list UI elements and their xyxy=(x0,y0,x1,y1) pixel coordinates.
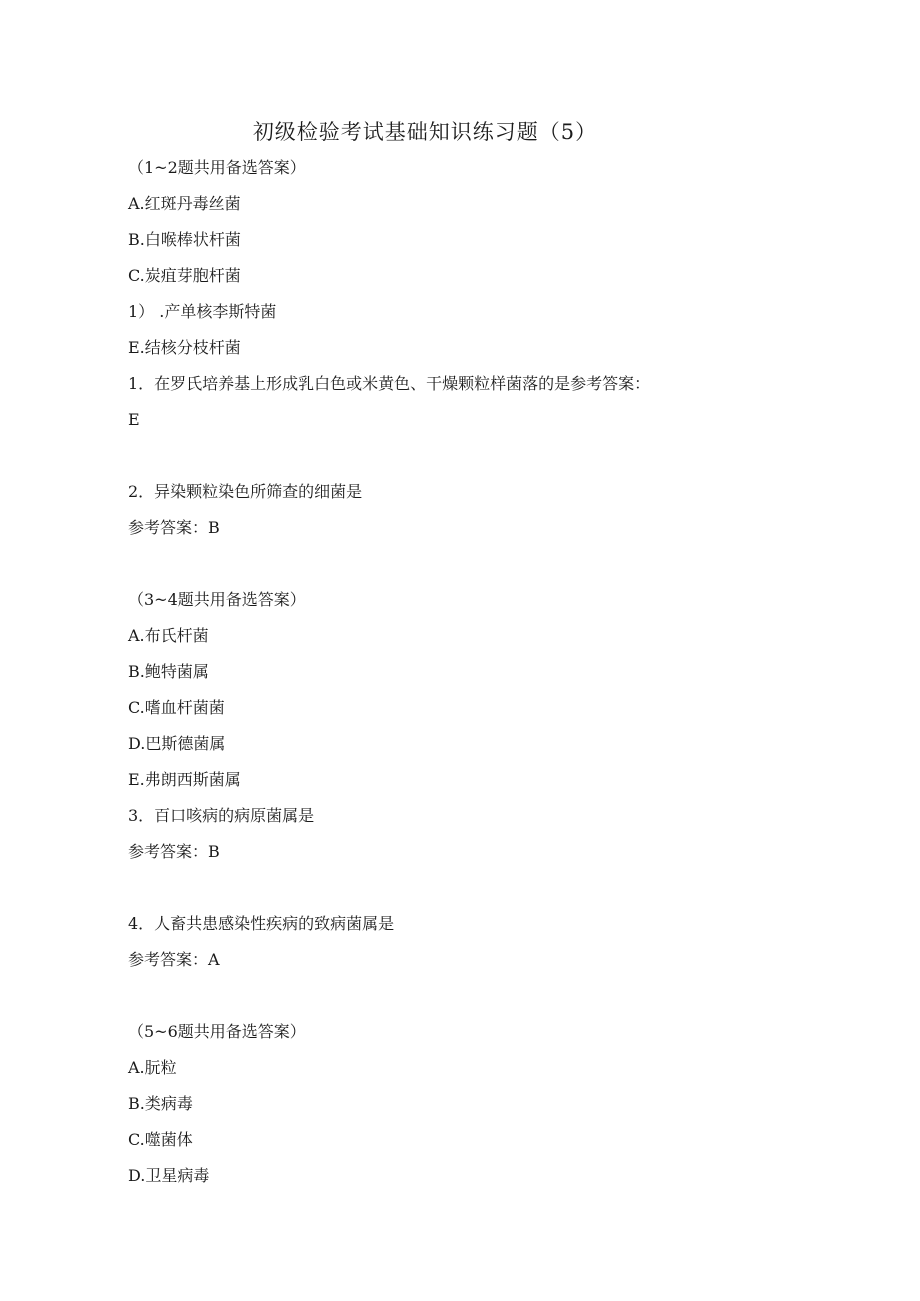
option-a: A.布氏杆菌 xyxy=(128,626,209,645)
option-e: E.结核分枝杆菌 xyxy=(128,338,241,357)
option-b: B.鲍特菌属 xyxy=(128,662,209,681)
option-c: C.炭疽芽胞杆菌 xyxy=(128,266,241,285)
answer-2: 参考答案：B xyxy=(128,518,220,537)
option-c: C.噬菌体 xyxy=(128,1130,193,1149)
group-header-1-2: （1~2题共用备选答案） xyxy=(128,158,306,177)
option-a: A.红斑丹毒丝菌 xyxy=(128,194,241,213)
option-d: 1） .产单核李斯特菌 xyxy=(128,302,277,321)
group-header-5-6: （5~6题共用备选答案） xyxy=(128,1022,306,1041)
option-b: B.白喉棒状杆菌 xyxy=(128,230,241,249)
question-1: 1．在罗氏培养基上形成乳白色或米黄色、干燥颗粒样菌落的是参考答案： xyxy=(128,374,651,393)
answer-4: 参考答案：A xyxy=(128,950,220,969)
question-3: 3．百口咳病的病原菌属是 xyxy=(128,806,315,825)
option-a: A.朊粒 xyxy=(128,1058,177,1077)
question-2: 2．异染颗粒染色所筛查的细菌是 xyxy=(128,482,363,501)
group-header-3-4: （3~4题共用备选答案） xyxy=(128,590,306,609)
answer-3: 参考答案：B xyxy=(128,842,220,861)
question-4: 4．人畜共患感染性疾病的致病菌属是 xyxy=(128,914,395,933)
option-d: D.卫星病毒 xyxy=(128,1166,210,1185)
document-title: 初级检验考试基础知识练习题（5） xyxy=(252,120,598,144)
answer-1: E xyxy=(128,410,140,429)
option-b: B.类病毒 xyxy=(128,1094,193,1113)
option-e: E.弗朗西斯菌属 xyxy=(128,770,241,789)
option-c: C.嗜血杆菌菌 xyxy=(128,698,225,717)
option-d: D.巴斯德菌属 xyxy=(128,734,226,753)
